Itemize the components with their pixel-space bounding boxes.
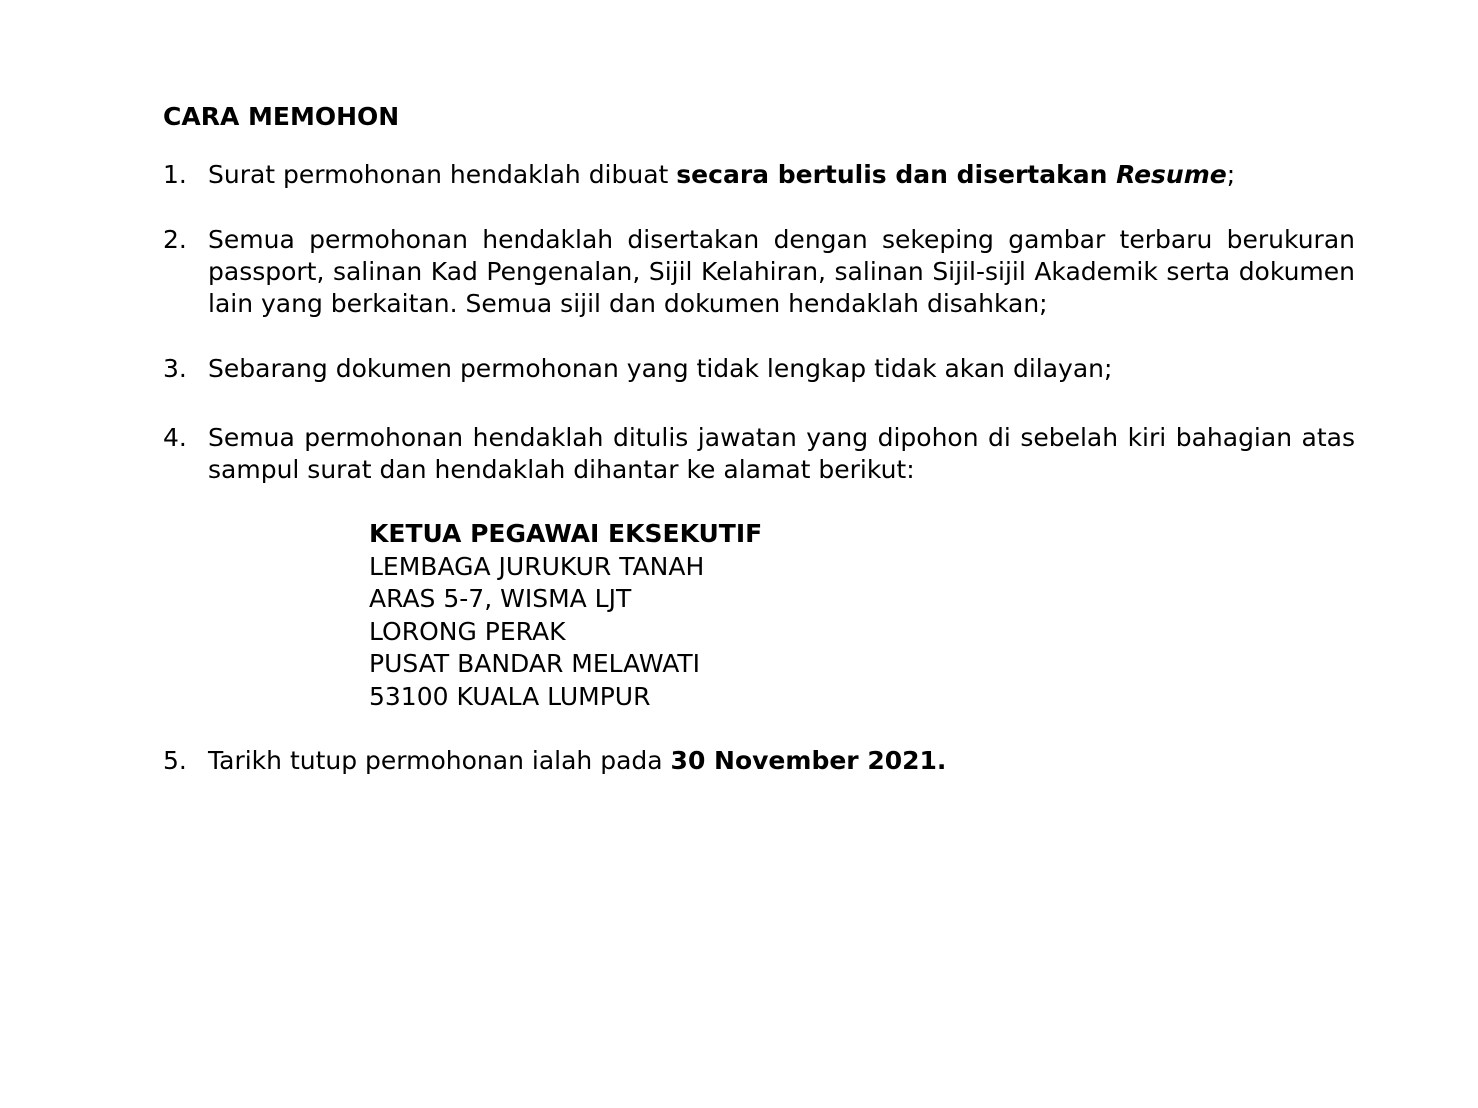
- closing-date: 30 November 2021.: [670, 746, 947, 775]
- address-title: KETUA PEGAWAI EKSEKUTIF: [369, 519, 763, 548]
- list-number: 5.: [163, 746, 187, 775]
- list-item-5: [163, 745, 1355, 777]
- list-text: [208, 159, 1355, 191]
- item-text-end: ;: [1226, 160, 1236, 189]
- list-number: 2.: [163, 225, 187, 254]
- address-line: LEMBAGA JURUKUR TANAH: [369, 551, 705, 581]
- list-item-1: [163, 159, 1355, 191]
- list-number: 4.: [163, 423, 187, 452]
- address-line: 53100 KUALA LUMPUR: [369, 681, 651, 711]
- list-number: 3.: [163, 354, 187, 383]
- list-text: Semua permohonan hendaklah ditulis jawatan yang dipohon di sebelah kiri bahagian atas sampul surat dan hendaklah dihantar ke alamat berikut:: [208, 423, 1355, 484]
- list-number: 1.: [163, 160, 187, 189]
- list-text: Semua permohonan hendaklah disertakan dengan sekeping gambar terbaru berukuran passport, salinan Kad Pengenalan, Sijil Kelahiran, salinan Sijil-sijil Akademik serta dokumen lain yang berkaitan. Semua sijil dan dokumen hendaklah disahkan;: [208, 225, 1355, 318]
- list-item-3: [163, 353, 1355, 385]
- address-line: ARAS 5-7, WISMA LJT: [369, 584, 632, 613]
- address-line: LORONG PERAK: [369, 616, 566, 646]
- mailing-address: [369, 518, 762, 713]
- item-text-bold: secara bertulis dan disertakan: [676, 160, 1117, 189]
- list-text: [208, 745, 1355, 777]
- address-line: PUSAT BANDAR MELAWATI: [369, 649, 701, 678]
- item-text-bold-italic: Resume: [1116, 160, 1227, 189]
- list-item-2: [163, 224, 1355, 320]
- section-heading: CARA MEMOHON: [163, 102, 400, 131]
- list-text: Sebarang dokumen permohonan yang tidak lengkap tidak akan dilayan;: [208, 354, 1113, 383]
- item-text-plain: Tarikh tutup permohonan ialah pada: [208, 746, 671, 775]
- list-item-4: [163, 422, 1355, 486]
- item-text-plain: Surat permohonan hendaklah dibuat: [208, 160, 677, 189]
